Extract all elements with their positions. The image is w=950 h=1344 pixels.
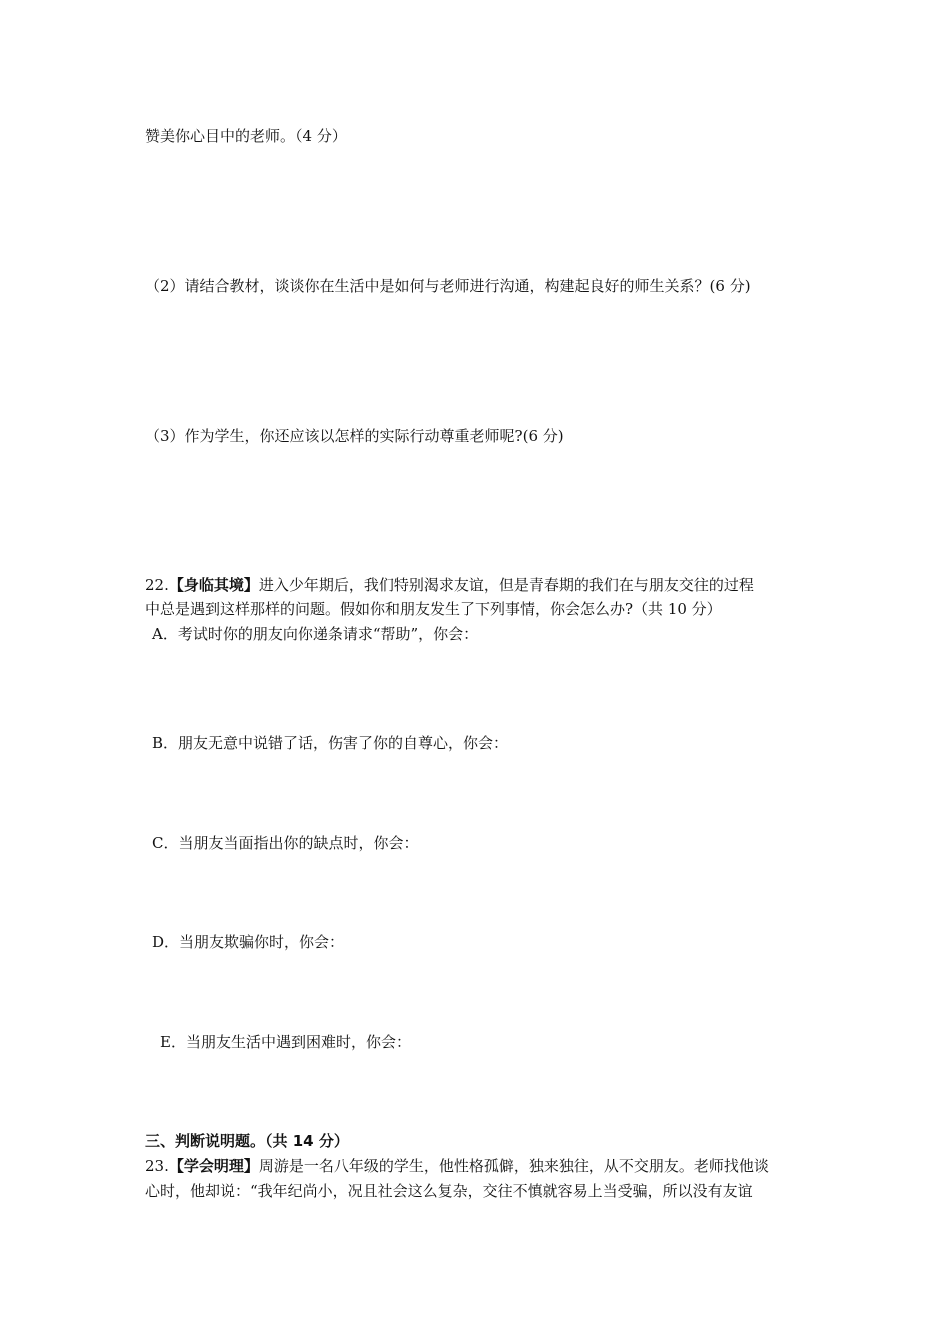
q21-part1-tail: 赞美你心目中的老师。（4 分） [145, 127, 347, 145]
q22-item-e: E．当朋友生活中遇到困难时，你会： [160, 1033, 411, 1051]
q22-line2: 中总是遇到这样那样的问题。假如你和朋友发生了下列事情，你会怎么办?（共 10 分） [145, 600, 722, 618]
q21-part2: （2）请结合教材，谈谈你在生活中是如何与老师进行沟通，构建起良好的师生关系？(6 分) [145, 277, 751, 295]
q22-item-a: A．考试时你的朋友向你递条请求“帮助”，你会： [152, 625, 479, 643]
q21-part3: （3）作为学生，你还应该以怎样的实际行动尊重老师呢?(6 分) [145, 427, 564, 445]
q22-item-c: C．当朋友当面指出你的缺点时，你会： [152, 834, 419, 852]
q22-title: 【身临其境】 [168, 576, 259, 594]
q22-line1-text: 进入少年期后，我们特别渴求友谊，但是青春期的我们在与朋友交往的过程 [258, 576, 754, 594]
q23-line1 [145, 1156, 769, 1176]
q23-line2: 心时，他却说：“我年纪尚小，况且社会这么复杂，交往不慎就容易上当受骗，所以没有友谊 [145, 1182, 753, 1200]
q22-item-d: D．当朋友欺骗你时，你会： [152, 933, 345, 951]
section3-heading: 三、判断说明题。（共 14 分） [145, 1132, 349, 1150]
q22-number: 22. [145, 576, 169, 594]
q23-title: 【学会明理】 [168, 1157, 259, 1175]
q23-line1-text: 周游是一名八年级的学生，他性格孤僻，独来独往，从不交朋友。老师找他谈 [258, 1157, 769, 1175]
q22-item-b: B．朋友无意中说错了话，伤害了你的自尊心，你会： [152, 734, 509, 752]
q23-number: 23. [145, 1157, 169, 1175]
q22-line1 [145, 575, 754, 595]
